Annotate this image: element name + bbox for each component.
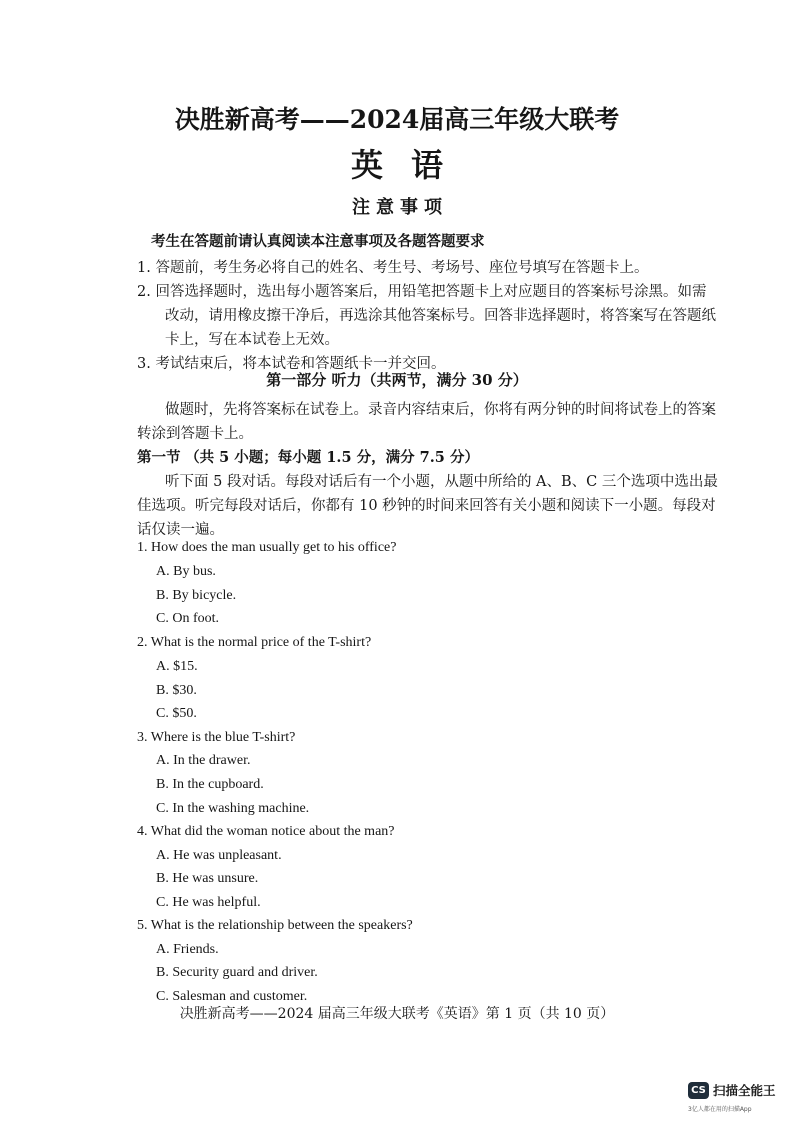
question-stem: 5. What is the relationship between the speakers? [137, 918, 413, 933]
question-option: B. Security guard and driver. [156, 965, 318, 980]
question-option: C. Salesman and customer. [156, 989, 308, 1004]
notice-item-continued: 卡上，写在本试卷上无效。 [165, 332, 339, 348]
notice-item: 2. 回答选择题时，选出每小题答案后，用铅笔把答题卡上对应题目的答案标号涂黑。如需 [137, 284, 707, 300]
question-option: C. He was helpful. [156, 895, 261, 910]
scanner-watermark [688, 1078, 788, 1118]
question-stem: 3. Where is the blue T-shirt? [137, 730, 296, 745]
section1-label: 第一节 [137, 449, 181, 466]
scanner-tagline: 3亿人都在用的扫描App [688, 1106, 752, 1113]
scanner-app-name: 扫描全能王 [713, 1083, 776, 1098]
question-option: B. $30. [156, 683, 197, 698]
question-option: C. On foot. [156, 611, 219, 626]
section1-instruction-line: 佳选项。听完每段对话后，你都有 10 秒钟的时间来回答有关小题和阅读下一小题。每段对 [137, 498, 716, 514]
exam-title: 决胜新高考——2024届高三年级大联考 [174, 105, 620, 134]
notice-item: 3. 考试结束后，将本试卷和答题纸卡一并交回。 [137, 356, 446, 372]
question-option: A. $15. [156, 659, 198, 674]
section1-heading [137, 446, 479, 467]
question-option: A. Friends. [156, 942, 219, 957]
notice-intro: 考生在答题前请认真阅读本注意事项及各题答题要求 [151, 233, 485, 250]
part1-heading: 第一部分 听力（共两节，满分 30 分） [266, 371, 528, 389]
page-footer: 决胜新高考——2024 届高三年级大联考《英语》第 1 页（共 10 页） [179, 1006, 615, 1022]
section1-instruction-line: 话仅读一遍。 [137, 522, 224, 538]
part1-intro-line: 转涂到答题卡上。 [137, 426, 253, 442]
question-option: A. By bus. [156, 564, 216, 579]
section1-instruction-line: 听下面 5 段对话。每段对话后有一个小题，从题中所给的 A、B、C 三个选项中选出最 [165, 474, 718, 490]
question-option: B. In the cupboard. [156, 777, 264, 792]
question-option: C. $50. [156, 706, 197, 721]
question-option: B. By bicycle. [156, 588, 237, 603]
notice-title: 注意事项 [352, 197, 448, 218]
section1-detail: （共 5 小题；每小题 1.5 分，满分 7.5 分） [185, 449, 479, 466]
question-stem: 1. How does the man usually get to his office? [137, 540, 397, 555]
notice-item: 1. 答题前，考生务必将自己的姓名、考生号、考场号、座位号填写在答题卡上。 [137, 260, 649, 276]
question-stem: 2. What is the normal price of the T-shirt? [137, 635, 372, 650]
camscanner-logo-icon: CS [688, 1082, 709, 1099]
subject-title: 英语 [350, 146, 471, 184]
question-option: A. He was unpleasant. [156, 848, 282, 863]
notice-item-continued: 改动，请用橡皮擦干净后，再选涂其他答案标号。回答非选择题时，将答案写在答题纸 [165, 308, 716, 324]
question-option: A. In the drawer. [156, 753, 251, 768]
question-option: C. In the washing machine. [156, 801, 310, 816]
part1-intro-line: 做题时，先将答案标在试卷上。录音内容结束后，你将有两分钟的时间将试卷上的答案 [165, 402, 716, 418]
question-option: B. He was unsure. [156, 871, 259, 886]
question-stem: 4. What did the woman notice about the man? [137, 824, 395, 839]
